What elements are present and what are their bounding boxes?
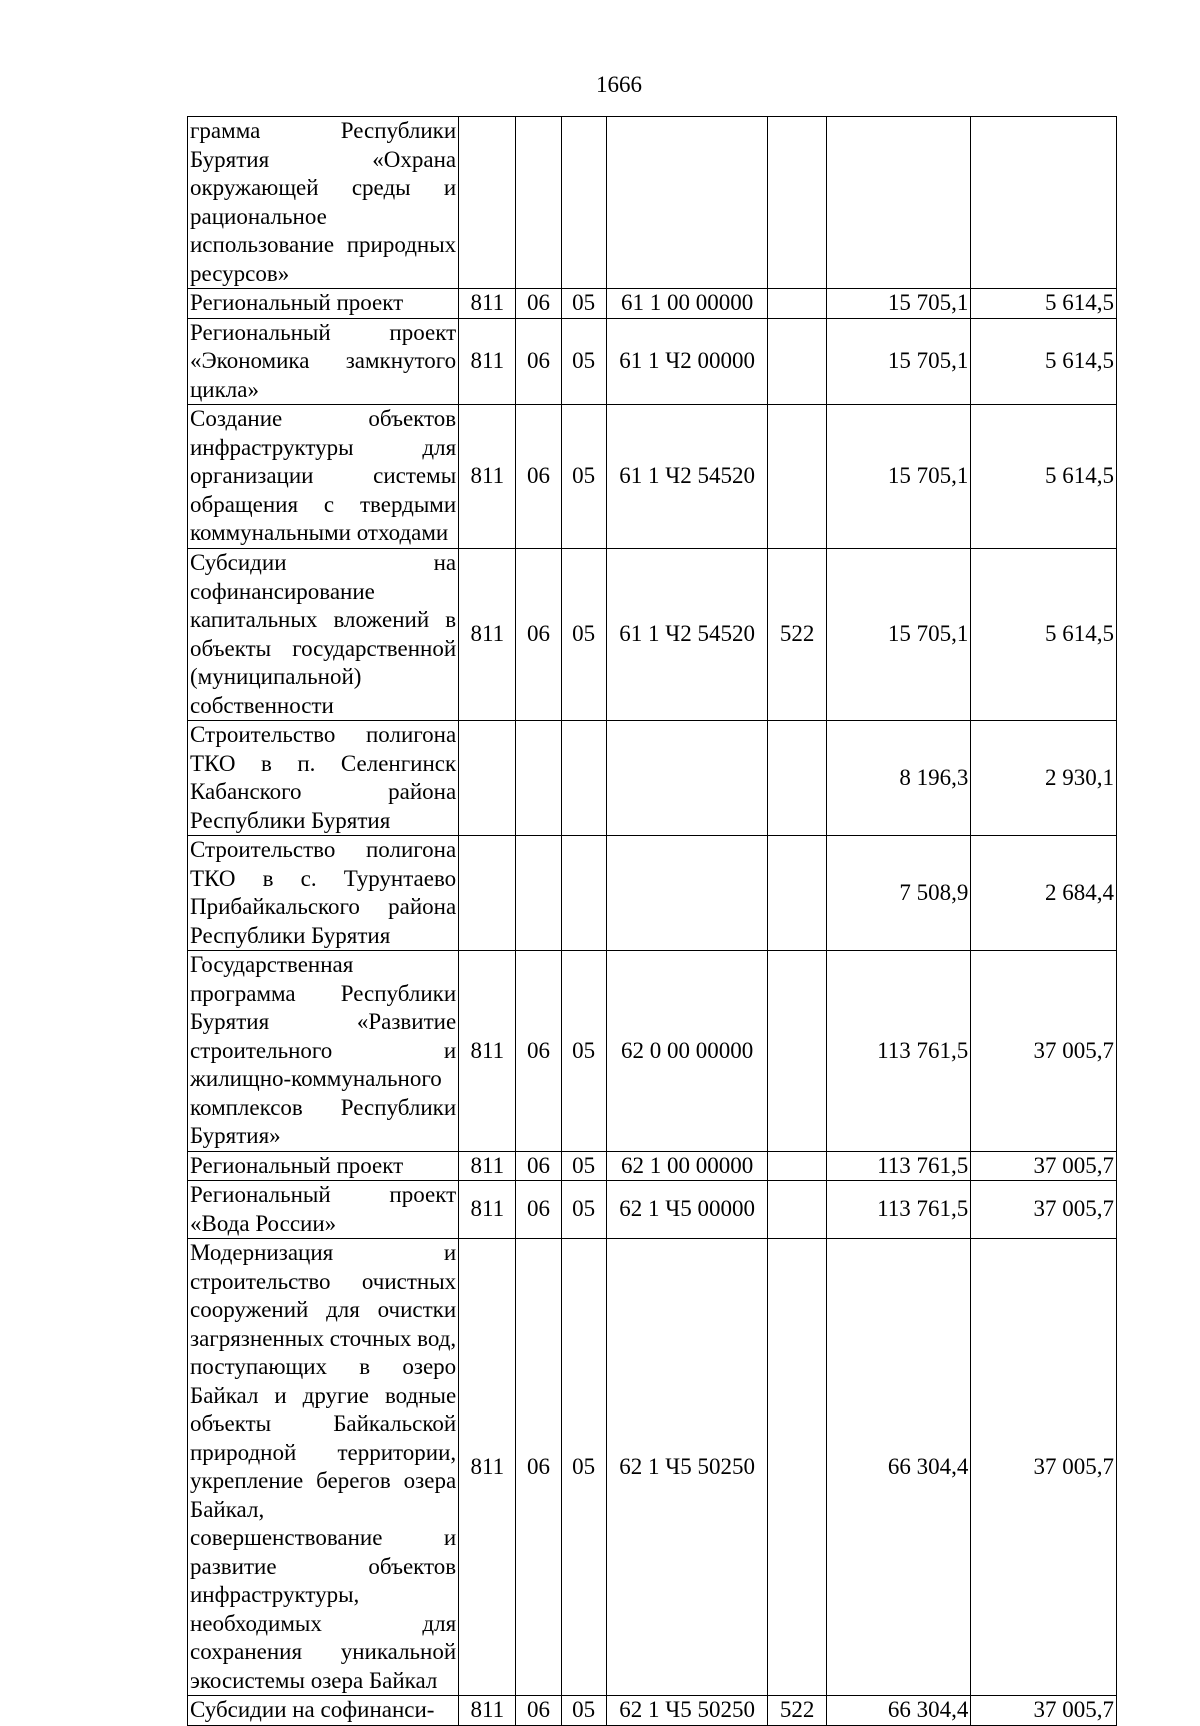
row-name-cell: Субсидии на софинансирование капитальных вложений в объекты государственной (муниципальной) собственности: [188, 549, 459, 721]
subsection-code-cell: [561, 117, 606, 289]
row-name-cell: Региональный проект «Экономика замкнутого цикла»: [188, 318, 459, 405]
target-article-cell: 62 1 Ч5 50250: [606, 1239, 768, 1696]
table-row: [188, 1151, 1117, 1181]
row-name-cell: Строительство полигона ТКО в п. Селенгинск Кабанского района Республики Бурятия: [188, 721, 459, 836]
table-row: [188, 405, 1117, 549]
target-article-cell: 61 1 Ч2 54520: [606, 549, 768, 721]
section-code-cell: 06: [516, 1239, 561, 1696]
amount-1-cell: 113 761,5: [826, 1181, 971, 1239]
amount-1-cell: 15 705,1: [826, 549, 971, 721]
amount-1-cell: 113 761,5: [826, 951, 971, 1152]
row-name-cell: Региональный проект: [188, 289, 459, 319]
table-row: [188, 1696, 1117, 1726]
table-row: [188, 721, 1117, 836]
ministry-code-cell: 811: [459, 289, 516, 319]
amount-2-cell: 37 005,7: [971, 1696, 1117, 1726]
target-article-cell: 62 1 Ч5 00000: [606, 1181, 768, 1239]
amount-2-cell: 5 614,5: [971, 549, 1117, 721]
target-article-cell: 61 1 Ч2 00000: [606, 318, 768, 405]
expense-type-cell: [768, 721, 826, 836]
row-name-cell: Строительство полигона ТКО в с. Турунтаево Прибайкальского района Республики Бурятия: [188, 836, 459, 951]
section-code-cell: 06: [516, 951, 561, 1152]
table-row: [188, 836, 1117, 951]
section-code-cell: 06: [516, 1696, 561, 1726]
section-code-cell: [516, 117, 561, 289]
amount-1-cell: 8 196,3: [826, 721, 971, 836]
section-code-cell: 06: [516, 549, 561, 721]
table-row: [188, 1181, 1117, 1239]
subsection-code-cell: [561, 721, 606, 836]
subsection-code-cell: 05: [561, 951, 606, 1152]
ministry-code-cell: 811: [459, 1151, 516, 1181]
expense-type-cell: 522: [768, 549, 826, 721]
target-article-cell: 62 1 Ч5 50250: [606, 1696, 768, 1726]
target-article-cell: [606, 836, 768, 951]
subsection-code-cell: 05: [561, 1696, 606, 1726]
expense-type-cell: [768, 1151, 826, 1181]
row-name-cell: Региональный проект «Вода России»: [188, 1181, 459, 1239]
ministry-code-cell: 811: [459, 1696, 516, 1726]
subsection-code-cell: 05: [561, 405, 606, 549]
subsection-code-cell: 05: [561, 1151, 606, 1181]
table-row: [188, 951, 1117, 1152]
expense-type-cell: [768, 405, 826, 549]
expense-type-cell: [768, 836, 826, 951]
amount-2-cell: 2 684,4: [971, 836, 1117, 951]
expense-type-cell: [768, 117, 826, 289]
table-row: [188, 549, 1117, 721]
table-row: [188, 289, 1117, 319]
amount-2-cell: 37 005,7: [971, 951, 1117, 1152]
ministry-code-cell: 811: [459, 951, 516, 1152]
section-code-cell: 06: [516, 289, 561, 319]
subsection-code-cell: [561, 836, 606, 951]
amount-2-cell: 37 005,7: [971, 1151, 1117, 1181]
section-code-cell: 06: [516, 405, 561, 549]
table-row: [188, 1239, 1117, 1696]
amount-2-cell: 5 614,5: [971, 289, 1117, 319]
page-number: 1666: [596, 72, 642, 97]
section-code-cell: [516, 721, 561, 836]
row-name-cell: Государственная программа Республики Бурятия «Развитие строительного и жилищно-коммунального комплексов Республики Бурятия»: [188, 951, 459, 1152]
amount-2-cell: 37 005,7: [971, 1181, 1117, 1239]
section-code-cell: 06: [516, 1151, 561, 1181]
subsection-code-cell: 05: [561, 1181, 606, 1239]
expense-type-cell: [768, 1181, 826, 1239]
expense-type-cell: [768, 1239, 826, 1696]
amount-1-cell: [826, 117, 971, 289]
amount-1-cell: 7 508,9: [826, 836, 971, 951]
amount-2-cell: 5 614,5: [971, 405, 1117, 549]
target-article-cell: 61 1 00 00000: [606, 289, 768, 319]
subsection-code-cell: 05: [561, 1239, 606, 1696]
target-article-cell: 62 1 00 00000: [606, 1151, 768, 1181]
ministry-code-cell: [459, 836, 516, 951]
amount-1-cell: 15 705,1: [826, 289, 971, 319]
section-code-cell: [516, 836, 561, 951]
amount-2-cell: 37 005,7: [971, 1239, 1117, 1696]
amount-1-cell: 15 705,1: [826, 405, 971, 549]
ministry-code-cell: 811: [459, 1239, 516, 1696]
section-code-cell: 06: [516, 1181, 561, 1239]
table-row: [188, 318, 1117, 405]
subsection-code-cell: 05: [561, 318, 606, 405]
target-article-cell: [606, 721, 768, 836]
amount-1-cell: 66 304,4: [826, 1696, 971, 1726]
amount-1-cell: 15 705,1: [826, 318, 971, 405]
ministry-code-cell: [459, 117, 516, 289]
section-code-cell: 06: [516, 318, 561, 405]
table-body: [188, 117, 1117, 1726]
row-name-cell: Региональный проект: [188, 1151, 459, 1181]
target-article-cell: 61 1 Ч2 54520: [606, 405, 768, 549]
subsection-code-cell: 05: [561, 289, 606, 319]
row-name-cell: Создание объектов инфраструктуры для организации системы обращения с твердыми коммунальными отходами: [188, 405, 459, 549]
expense-type-cell: [768, 951, 826, 1152]
row-name-cell: Субсидии на софинанси-: [188, 1696, 459, 1726]
amount-1-cell: 66 304,4: [826, 1239, 971, 1696]
ministry-code-cell: 811: [459, 318, 516, 405]
table-row: [188, 117, 1117, 289]
amount-2-cell: [971, 117, 1117, 289]
target-article-cell: 62 0 00 00000: [606, 951, 768, 1152]
ministry-code-cell: [459, 721, 516, 836]
row-name-cell: грамма Республики Бурятия «Охрана окружающей среды и рациональное использование природных ресурсов»: [188, 117, 459, 289]
ministry-code-cell: 811: [459, 1181, 516, 1239]
expense-type-cell: [768, 289, 826, 319]
amount-2-cell: 5 614,5: [971, 318, 1117, 405]
ministry-code-cell: 811: [459, 549, 516, 721]
budget-table: [187, 116, 1117, 1726]
expense-type-cell: 522: [768, 1696, 826, 1726]
amount-2-cell: 2 930,1: [971, 721, 1117, 836]
target-article-cell: [606, 117, 768, 289]
row-name-cell: Модернизация и строительство очистных сооружений для очистки загрязненных сточных вод, поступающих в озеро Байкал и другие водные объекты Байкальской природной территории, укрепление берегов озера Байкал, совершенствование и развитие объектов инфраструктуры, необходимых для сохранения уникальной экосистемы озера Байкал: [188, 1239, 459, 1696]
subsection-code-cell: 05: [561, 549, 606, 721]
ministry-code-cell: 811: [459, 405, 516, 549]
amount-1-cell: 113 761,5: [826, 1151, 971, 1181]
expense-type-cell: [768, 318, 826, 405]
